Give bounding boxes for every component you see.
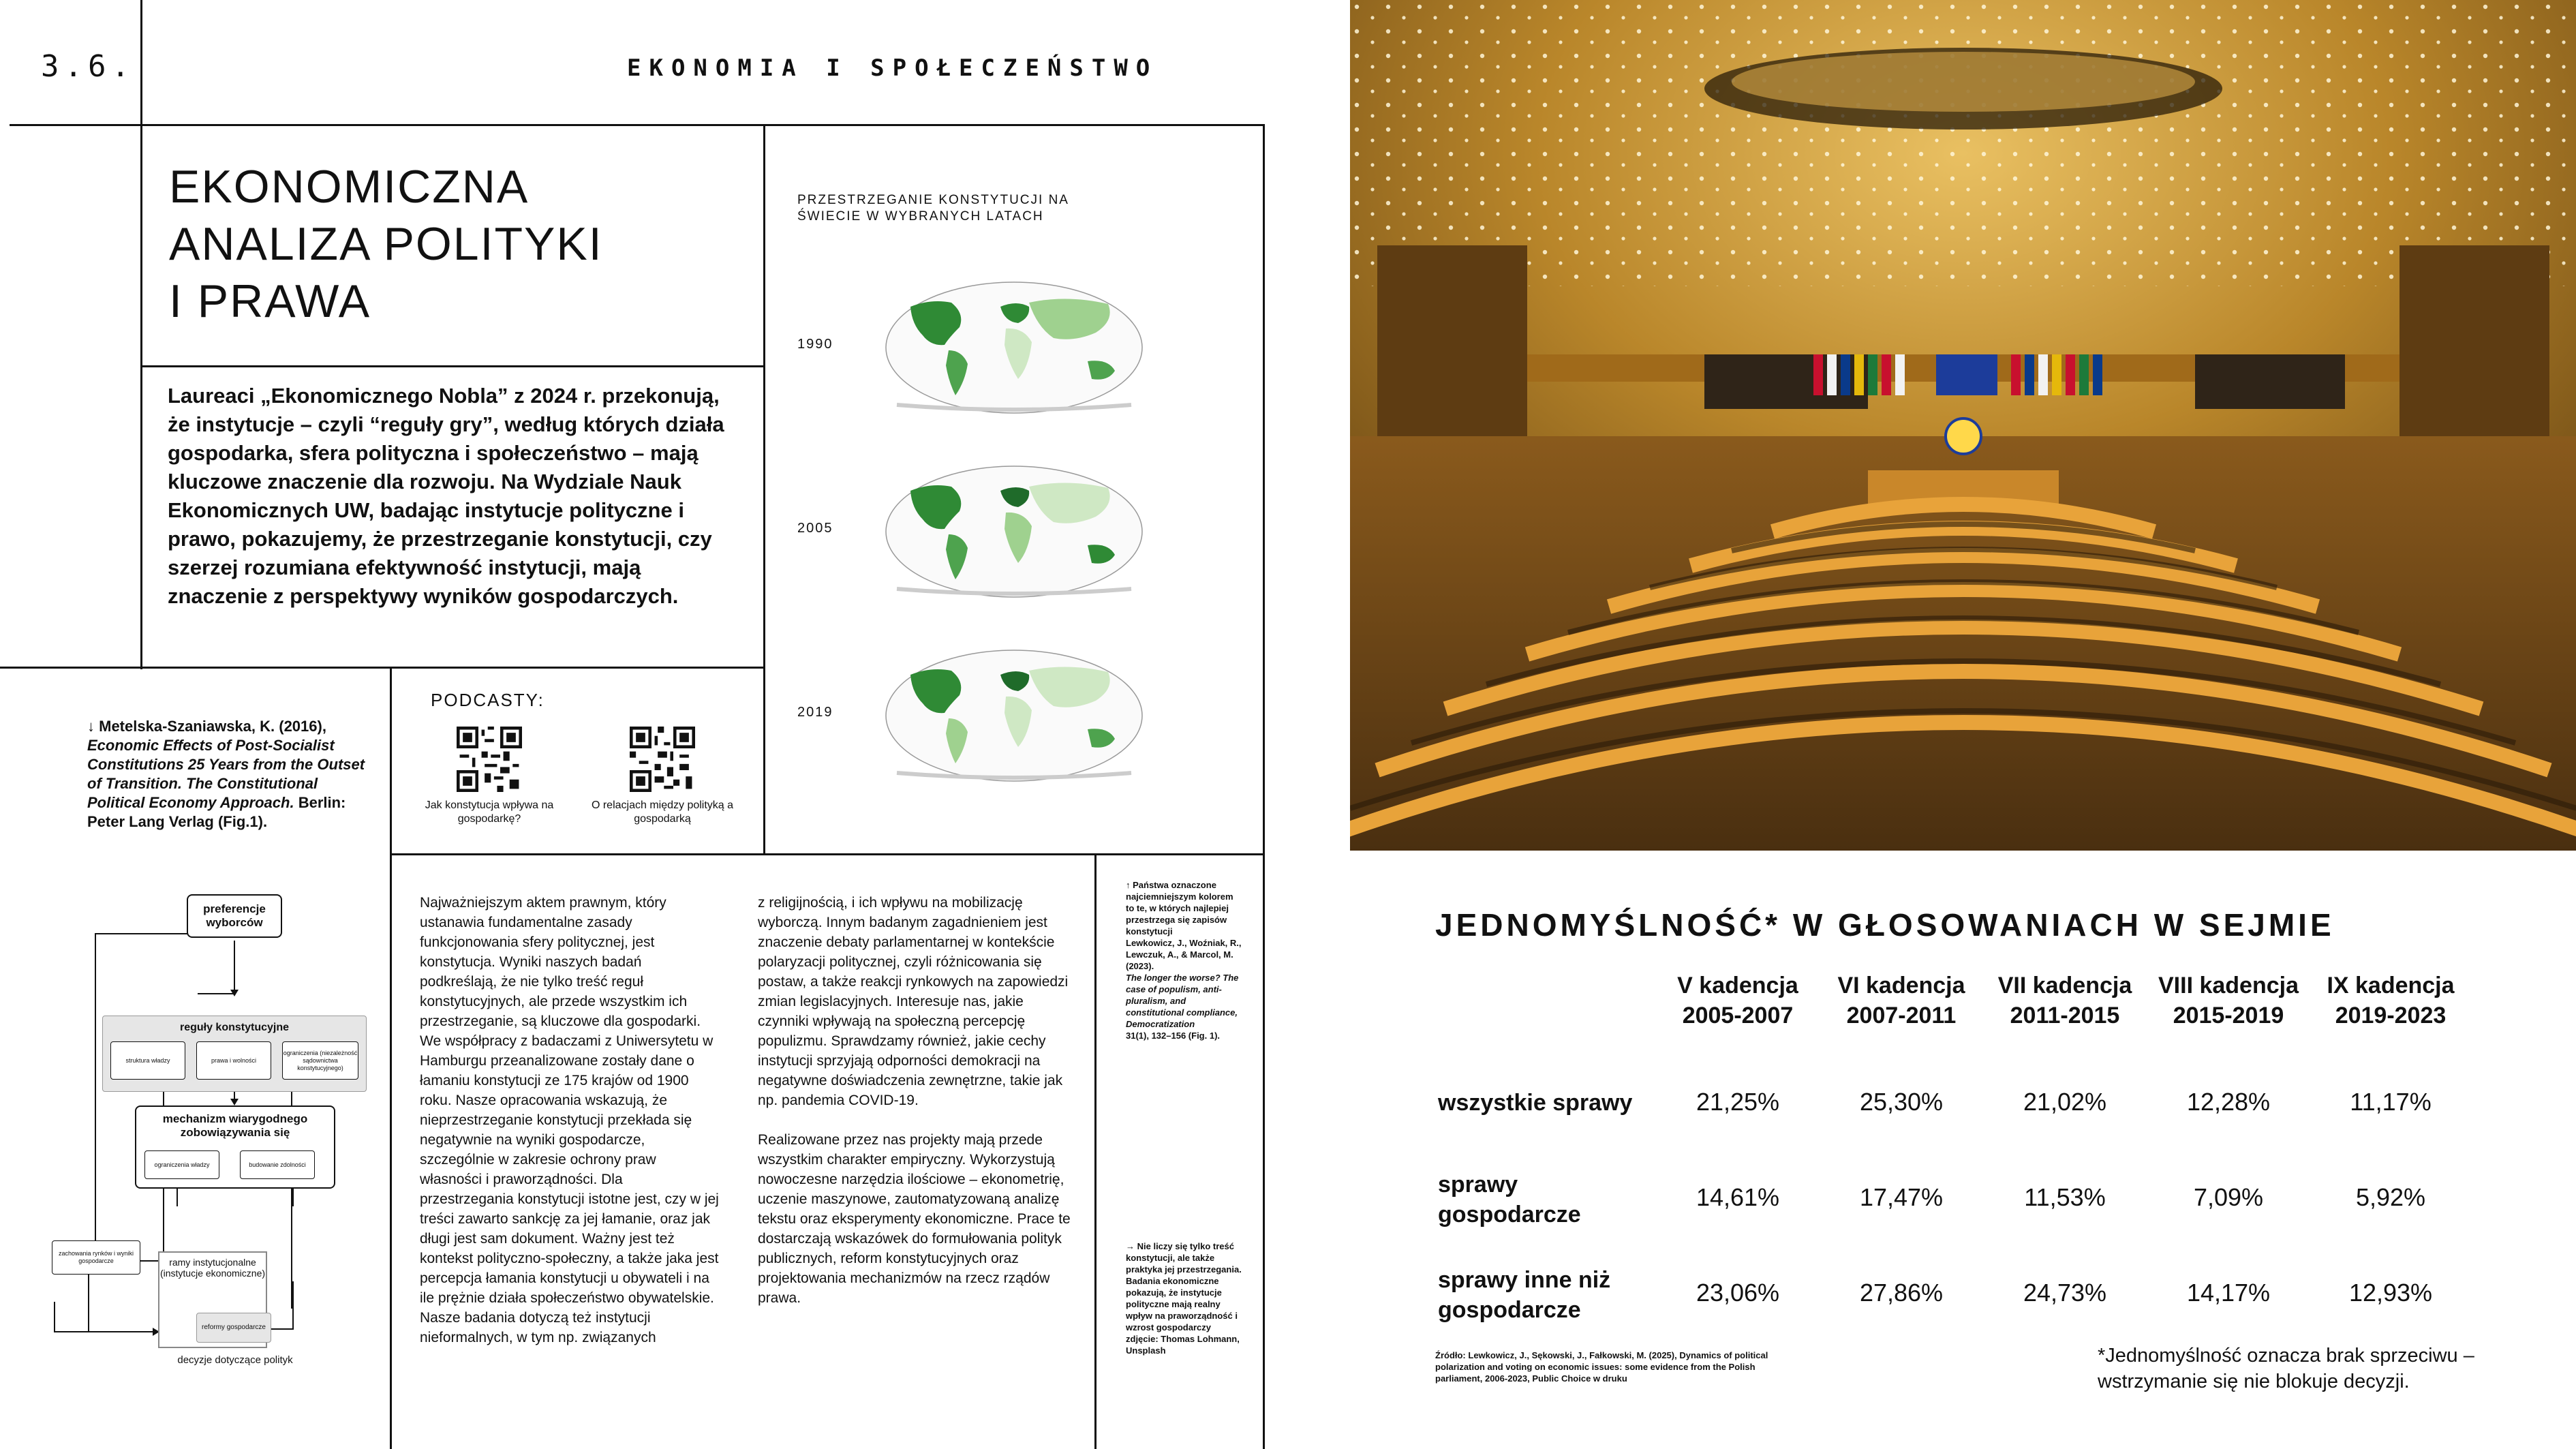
podcasts-heading: PODCASTY: [431,690,545,710]
reference-publisher: Berlin: Peter Lang Verlag (Fig.1). [87,794,346,830]
diagram-market-behaviour-box: zachowania rynków i wyniki gospodarcze [52,1240,140,1275]
table-source: Źródło: Lewkowicz, J., Sękowski, J., Fałkowski, M. (2025), Dynamics of political polarization and voting on economic issues: some evidence from the Polish parliament, 2006-2023, Public Choice w druku [1435,1350,1768,1384]
column-term: VI kadencja [1837,973,1965,998]
diagram-reforms-box [196,1313,271,1343]
table-cell: 21,25% [1696,1088,1780,1116]
column-term: IX kadencja [2327,973,2455,998]
diagram-mechanism-item: budowanie zdolności [240,1150,315,1179]
table-cell: 21,02% [2023,1088,2107,1116]
table-cell: 12,93% [2348,1279,2433,1307]
map-title: PRZESTRZEGANIE KONSTYTUCJI NA ŚWIECIE W WYBRANYCH LATACH [797,193,1069,224]
reference-author: Metelska-Szaniawska, K. (2016), [99,718,326,735]
body-column-2 [758,893,1071,1328]
diagram-rule-item: struktura władzy [110,1041,185,1080]
column-years: 2005-2007 [1682,1003,1794,1028]
body-column-1 [420,893,720,1367]
table-cell: 7,09% [2193,1183,2264,1211]
reference-title: Economic Effects of Post-Socialist Constitutions 25 Years from the Outset of Transition. The Constitutional Political Economy Approach. [87,737,365,811]
col-divider-1 [1094,853,1097,1449]
table-cell: 23,06% [1696,1279,1780,1307]
side-note-text: → Nie liczy się tylko treść konstytucji, ale także praktyka jej przestrzegania. Badania ekonomiczne pokazują, że instytucje polityczne mają realny wpływ na praworządność i wzrost gospodarczy [1126,1241,1242,1332]
table-cell: 24,73% [2023,1279,2107,1307]
table-cell: 14,17% [2186,1279,2271,1307]
table-cell: 5,92% [2355,1183,2426,1211]
world-map-1990 [883,279,1145,416]
section-number: 3.6. [41,49,135,84]
header-rule [10,124,1265,126]
column-term: VIII kadencja [2158,973,2299,998]
lead-paragraph: Laureaci „Ekonomicznego Nobla” z 2024 r. przekonują, że instytucje – czyli “reguły gry”, według których działa gospodarka, sfera polityczna i społeczeństwo – mają kluczowe znaczenie dla rozwoju. Na Wydziale Nauk Ekonomicznych UW, badając instytucje polityczne i prawo, pokazujemy, że przestrzeganie konstytucji, czy szerzej rozumiana efektywność instytucji, mają znaczenie z perspektywy wyników gospodarczych. [168,384,724,608]
side-note-constitution [1126,1240,1242,1356]
diagram-rules-label: reguły konstytucyjne [179,1022,290,1033]
table-cell: 17,47% [1859,1183,1944,1211]
side-note-title: The longer the worse? The case of populism, anti-pluralism, and constitutional compliance, Democratization [1126,973,1239,1029]
table-column-header [1663,971,1813,1031]
diagram-rule-item: ograniczenia (niezależność sądownictwa konstytucyjnego) [282,1041,358,1080]
table-cell: 12,28% [2186,1088,2271,1116]
table-column-header [1826,971,1976,1031]
podcasts-left [390,667,392,1449]
diagram-rule-item: prawa i wolności [196,1041,271,1080]
table-title: JEDNOMYŚLNOŚĆ* W GŁOSOWANIACH W SEJMIE [1435,907,2335,943]
lead-box-bottom [0,667,765,669]
table-cell: 11,53% [2024,1183,2106,1211]
title-box-bottom [140,365,765,367]
diagram-mechanism-item: ograniczenia władzy [144,1150,219,1179]
table-column-header [1990,971,2140,1031]
body-top-rule [390,853,1265,855]
diagram-frame-label: ramy instytucjonalne (instytucje ekonomiczne) [159,1257,266,1279]
podcast-caption[interactable]: O relacjach między polityką a gospodarką [591,799,734,825]
map-year-label: 1990 [797,337,833,352]
side-note-maps [1126,879,1242,1041]
table-row-label: sprawy gospodarcze [1438,1172,1581,1227]
diagram-reforms-label: reformy gospodarcze [202,1324,266,1331]
table-column-header [2153,971,2303,1031]
column-term: V kadencja [1677,973,1798,998]
table-row-label: sprawy inne niż gospodarcze [1438,1267,1611,1323]
table-cell: 25,30% [1859,1088,1944,1116]
column-years: 2019-2023 [2335,1003,2447,1028]
side-note-text: ↑ Państwa oznaczone najciemniejszym kolorem to te, w których najlepiej przestrzega się zapisów konstytucji [1126,880,1233,936]
section-title: EKONOMIA I SPOŁECZEŃSTWO [627,55,1159,82]
body-paragraph: Najważniejszym aktem prawnym, który ustanawia fundamentalne zasady funkcjonowania sfery politycznej, jest konstytucja. Wyniki naszych badań podkreślają, że nie tylko treść reguł konstytucyjnych, ale przede wszystkim ich przestrzeganie, są kluczowe dla gospodarki. We współpracy z badaczami z Uniwersytetu w Hamburgu przeanalizowane zostały dane o łamaniu konstytucji ze 175 krajów od 1900 roku. Nasze opracowania wskazują, że nieprzestrzeganie konstytucji przekłada się negatywnie na wyniki gospodarcze, szczególnie w zakresie ochrony praw własności i praworządności. Dla przestrzegania konstytucji istotne jest, czy w jej treści zawarto sankcję za jej łamanie, oraz jak długi jest sam dokument. Ważny jest też kontekst polityczno-społeczny, a także jaka jest percepcja łamania konstytucji u obywateli i na ile prężnie działa społeczeństwo obywatelskie. Nasze badania dotyczą też instytucji nieformalnych, w tym np. związanych [420,895,719,1345]
table-column-header [2316,971,2466,1031]
world-map-2019 [883,647,1145,784]
title-line: EKONOMICZNA [169,161,530,213]
side-note-tail: 31(1), 132–156 (Fig. 1). [1126,1031,1221,1041]
table-cell: 11,17% [2350,1088,2432,1116]
body-paragraph: Realizowane przez nas projekty mają przede wszystkim charakter empiryczny. Wykorzystują nowoczesne narzędzia ilościowe – ekonometrię, uczenie maszynowe, zautomatyzowaną analizę tekstu oraz eksperymenty ekonomiczne. Prace te dostarczają wskazówek do formułowania polityk publicznych, reform konstytucyjnych oraz projektowania mechanizmów na rzecz rządów prawa. [758,1132,1071,1306]
table-cell: 14,61% [1696,1183,1780,1211]
body-paragraph: z religijnością, i ich wpływu na mobilizację wyborczą. Innym badanym zagadnieniem jest znaczenie debaty parlamentarnej w kontekście polaryzacji politycznej, czyli różnicowania się postaw, a także reakcji rynkowych na zapowiedzi zmian legislacyjnych. Interesuje nas, jakie czynniki wpływają na społeczną percepcję populizmu. Sprawdzamy również, jakie cechy instytucji sprzyjają odporności demokracji na negatywne doświadczenia zewnętrzne, takie jak np. pandemia COVID-19. [758,895,1069,1108]
column-years: 2011-2015 [2010,1003,2120,1028]
map-year-label: 2005 [797,521,833,536]
right-border [1263,124,1265,1449]
table-footnote: *Jednomyślność oznacza brak sprzeciwu – wstrzymanie się nie blokuje decyzji. [2098,1345,2474,1392]
qr-code-icon[interactable] [630,727,695,792]
title-box-left [140,124,142,669]
page-title [169,158,741,330]
header-divider-vertical [140,0,142,126]
title-line: ANALIZA POLITYKI [169,218,603,270]
column-years: 2015-2019 [2173,1003,2284,1028]
table-cell: 27,86% [1859,1279,1944,1307]
maps-divider [763,124,765,855]
diagram-preferences-box: preferencje wyborców [187,894,282,938]
world-map-2005 [883,463,1145,600]
reference-citation [87,717,373,832]
qr-code-icon[interactable] [457,727,522,792]
arrow-down-icon: ↓ [87,718,95,735]
title-line: I PRAWA [169,275,371,327]
column-term: VII kadencja [1997,973,2132,998]
diagram-decisions-label: decyzje dotyczące polityk [177,1354,293,1366]
diagram-mechanism-label: mechanizm wiarygodnego zobowiązywania się [162,1112,308,1139]
map-year-label: 2019 [797,705,833,720]
photo-credit: zdjęcie: Thomas Lohmann, Unsplash [1126,1334,1240,1356]
parliament-photo [1350,0,2576,851]
table-row-label: wszystkie sprawy [1438,1090,1633,1116]
side-note-ref: Lewkowicz, J., Woźniak, R., Lewczuk, A., & Marcol, M. (2023). [1126,938,1242,971]
column-years: 2007-2011 [1846,1003,1957,1028]
podcast-caption[interactable]: Jak konstytucja wpływa na gospodarkę? [425,799,554,825]
